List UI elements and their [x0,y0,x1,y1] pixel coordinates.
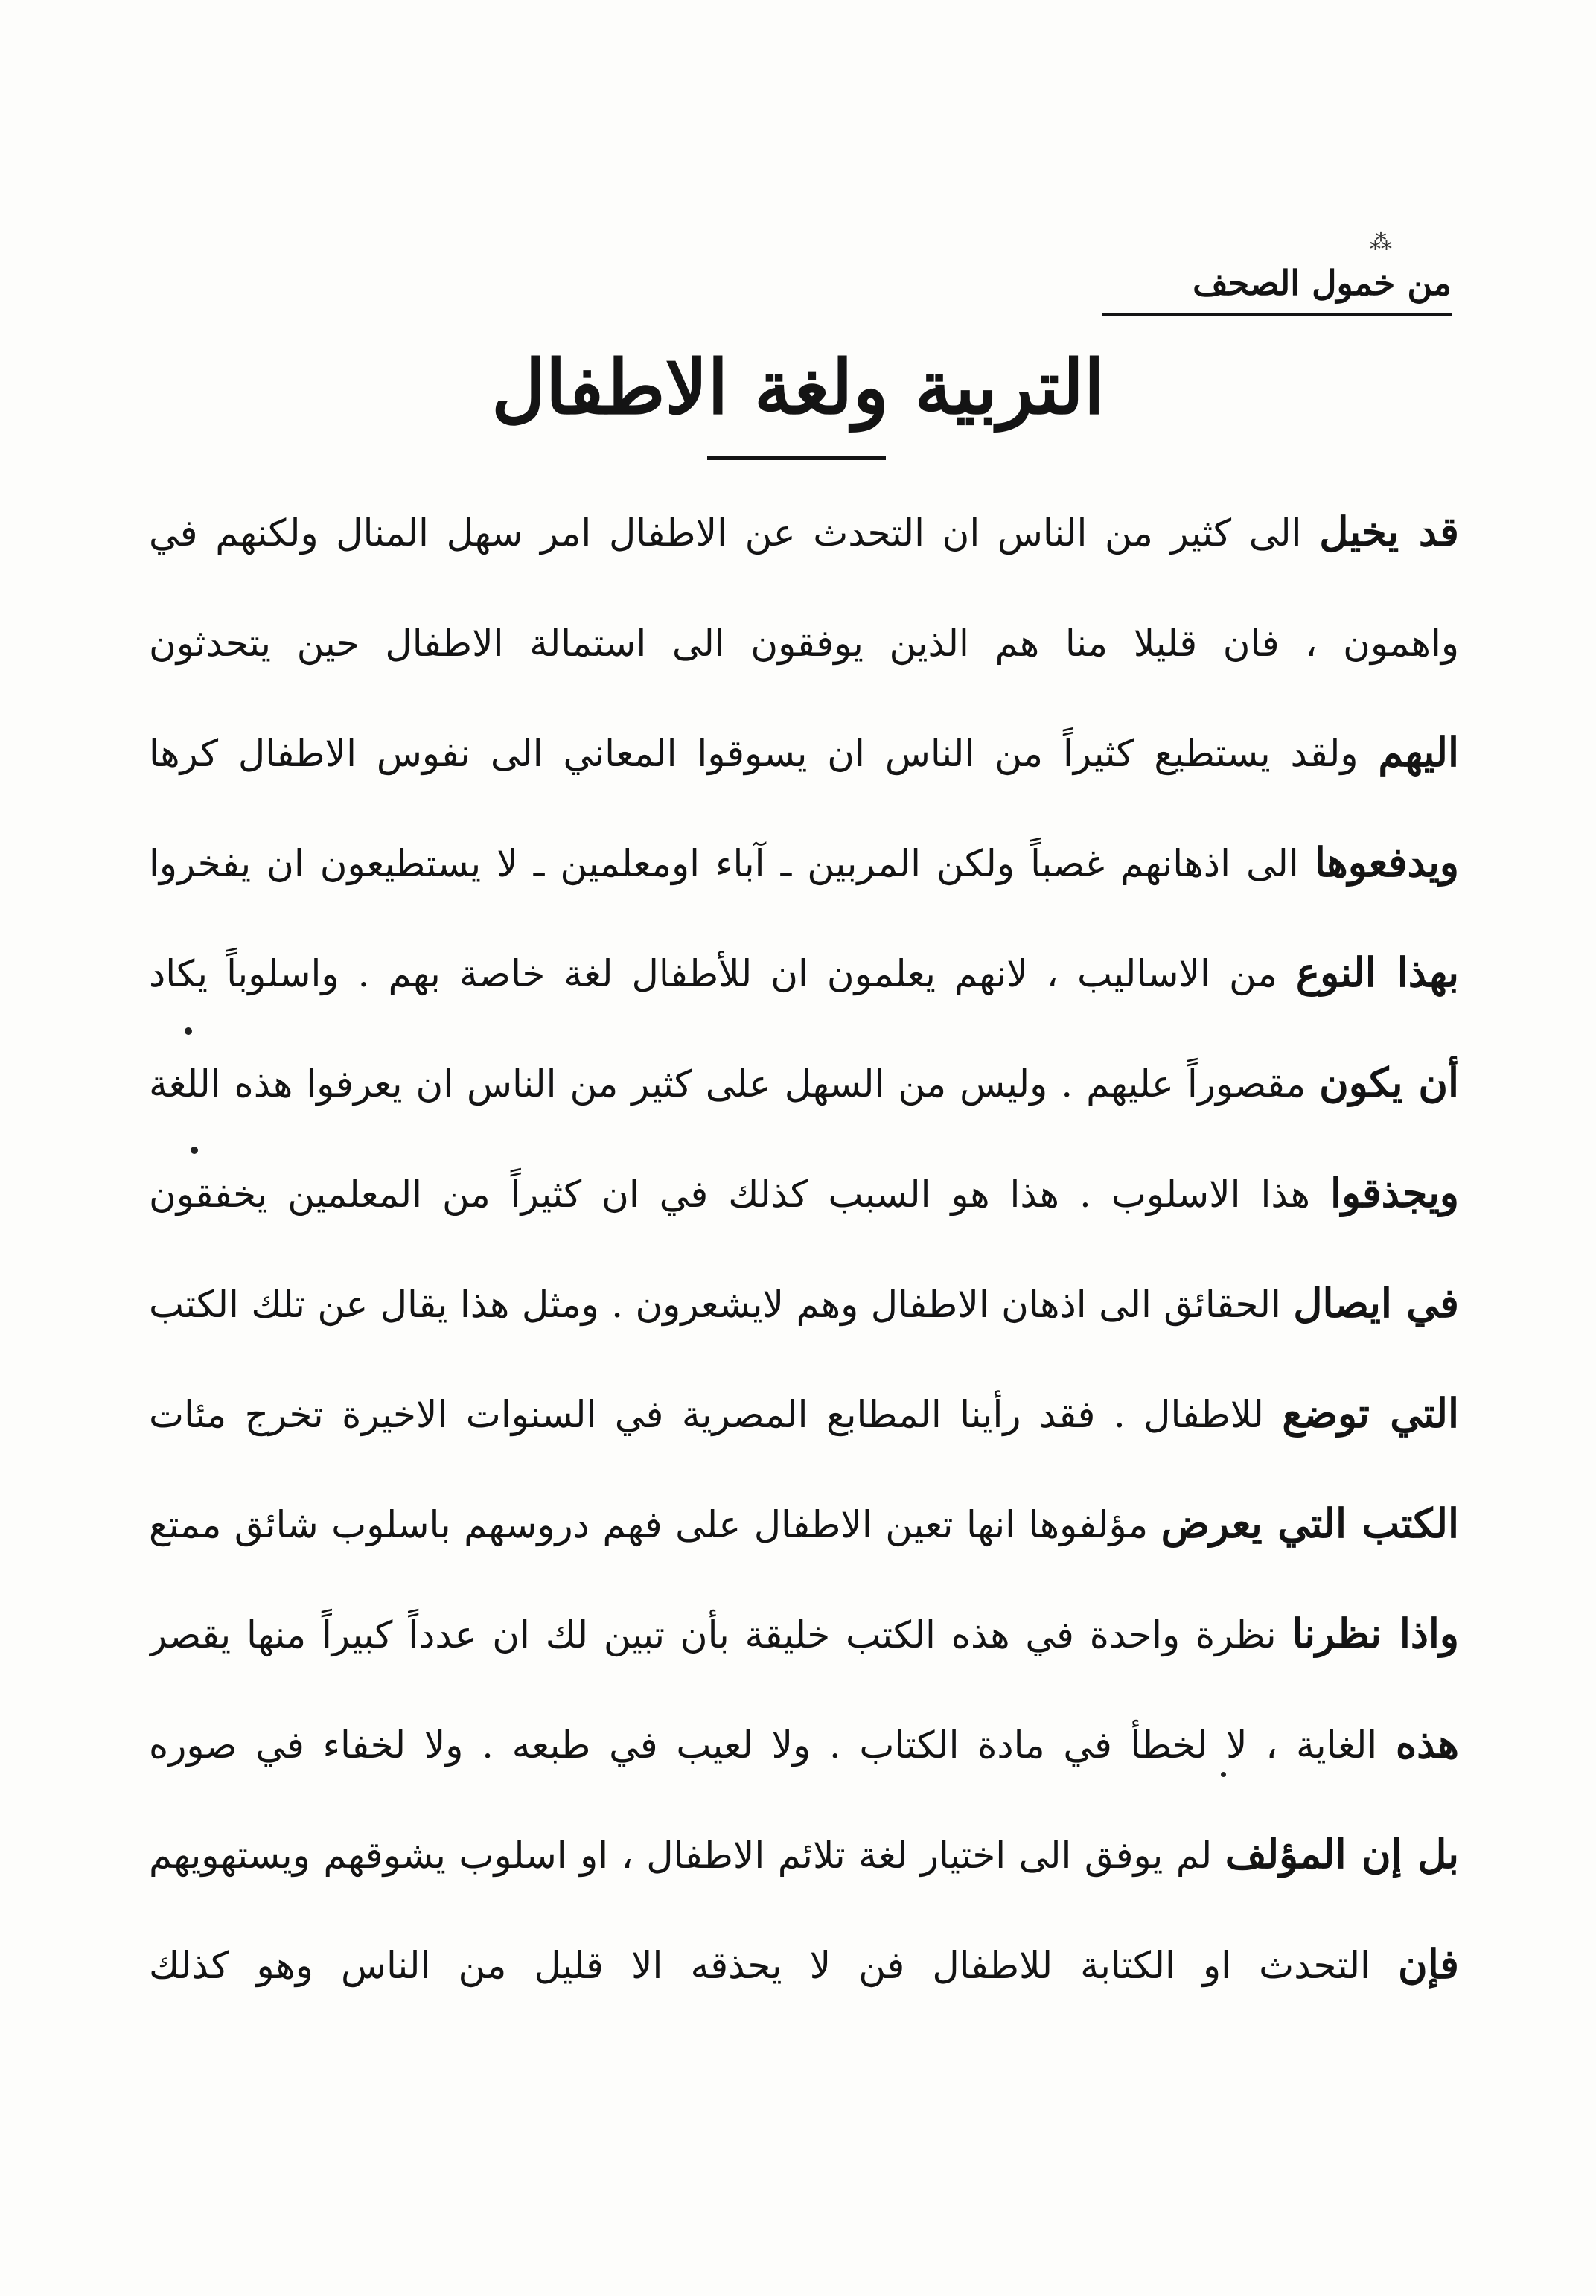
article-body [149,476,1459,2019]
text-line: في ايصال الحقائق الى اذهان الاطفال وهم لايشعرون . ومثل هذا يقال عن تلك الكتب [149,1279,1459,1327]
text-line: التي توضع للاطفال . فقد رأينا المطابع المصرية في السنوات الاخيرة تخرج مئات [149,1389,1459,1437]
text-line: اليهم ولقد يستطيع كثيراً من الناس ان يسوقوا المعاني الى نفوس الاطفال كرها [149,728,1459,776]
text-line: بهذا النوع من الاساليب ، لانهم يعلمون ان للأطفال لغة خاصة بهم . واسلوباً يكاد [149,948,1459,996]
text-line: واذا نظرنا نظرة واحدة في هذه الكتب خليقة بأن تبين لك ان عدداً كبيراً منها يقصر [149,1610,1459,1657]
text-line: هذه الغاية ، لا لخطأ في مادة الكتاب . ولا لعيب في طبعه . ولا لخفاء في صوره [149,1720,1459,1767]
text-line: ويدفعوها الى اذهانهم غصباً ولكن المربين ـ آباء اومعلمين ـ لا يستطيعون ان يفخروا [149,838,1459,886]
scan-speck [185,1027,192,1035]
text-line: واهمون ، فان قليلا منا هم الذين يوفقون الى استمالة الاطفال حين يتحدثون [149,622,1459,665]
article-title: التربية ولغة الاطفال [491,343,1105,431]
text-line: بل إن المؤلف لم يوفق الى اختيار لغة تلائم الاطفال ، او اسلوب يشوقهم ويستهويهم [149,1830,1459,1878]
text-line: قد يخيل الى كثير من الناس ان التحدث عن الاطفال امر سهل المنال ولكنهم في [149,508,1459,555]
scan-speck [1221,1772,1226,1777]
source-label: من خمول الصحف [1102,253,1452,316]
title-underline [707,456,886,460]
text-line: ويجذقوا هذا الاسلوب . هذا هو السبب كذلك في ان كثيراً من المعلمين يخفقون [149,1169,1459,1216]
scan-speck [191,1147,198,1154]
text-line: الكتب التي يعرض مؤلفوها انها تعين الاطفال على فهم دروسهم باسلوب شائق ممتع [149,1499,1459,1547]
ink-mark: ⁂ [1370,229,1392,255]
text-line: فإن التحدث او الكتابة للاطفال فن لا يحذقه الا قليل من الناس وهو كذلك [149,1940,1459,1988]
text-line: أن يكون مقصوراً عليهم . وليس من السهل على كثير من الناس ان يعرفوا هذه اللغة [149,1059,1459,1106]
